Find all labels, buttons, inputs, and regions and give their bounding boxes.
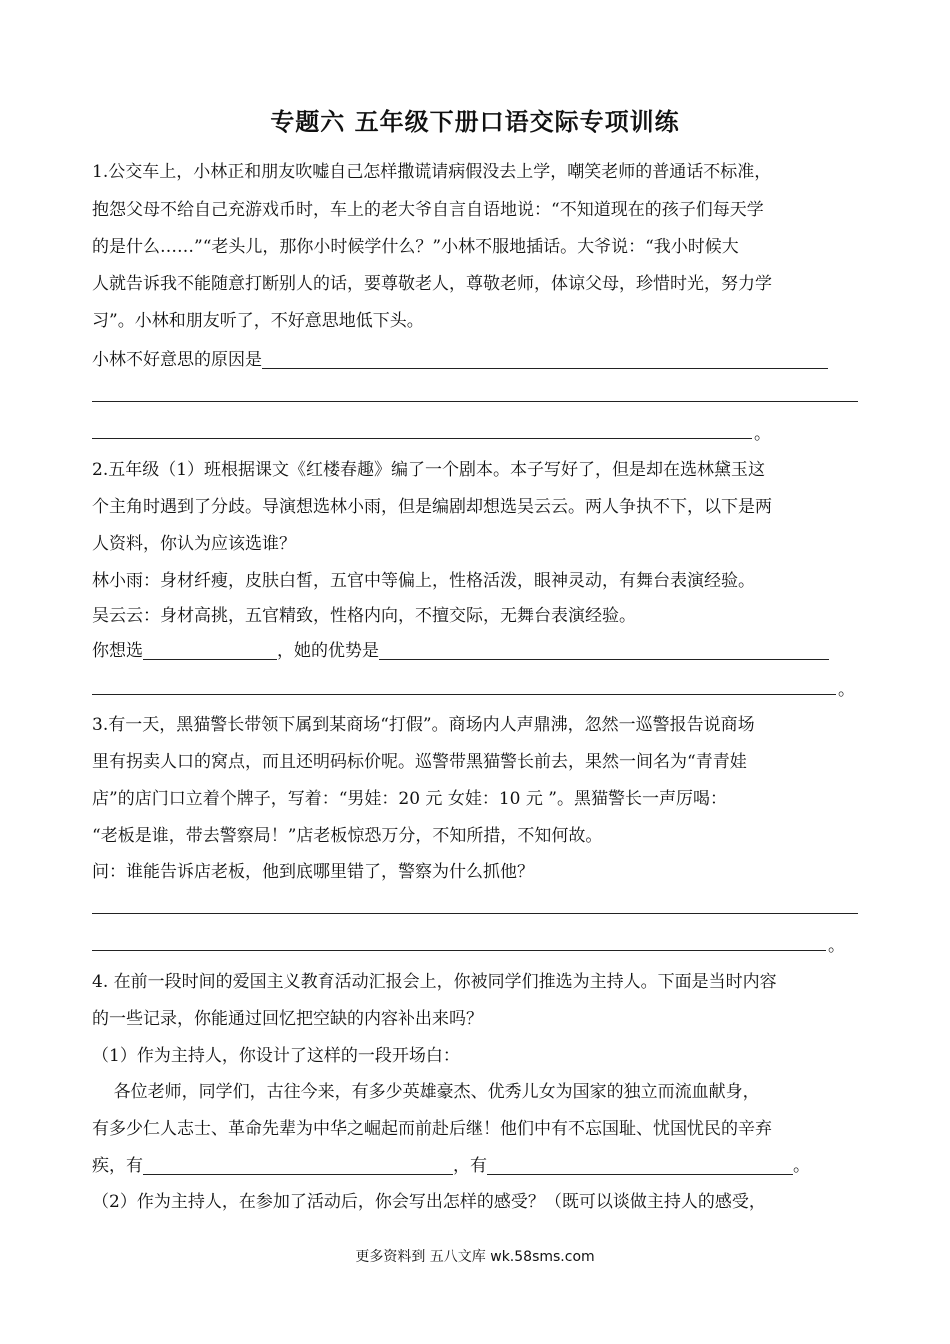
q1-period: 。 — [754, 424, 771, 444]
q4-fill-period: 。 — [793, 1156, 810, 1176]
q1-answer-blank-1[interactable] — [262, 350, 828, 369]
q1-answer-row — [92, 348, 862, 372]
q4-line-5: 有多少仁人志士、革命先辈为中华之崛起而前赴后继！他们中有不忘国耻、忧国忧民的辛弃 — [92, 1119, 772, 1139]
q3-line-4: “老板是谁，带去警察局！”店老板惊恐万分，不知所措，不知何故。 — [92, 826, 603, 846]
q2-answer-blank-2[interactable] — [92, 694, 836, 695]
q4-line-1: 4. 在前一段时间的爱国主义教育活动汇报会上，你被同学们推选为主持人。下面是当时内容 — [92, 972, 777, 992]
footer-link-text[interactable]: 更多资料到 五八文库 wk.58sms.com — [355, 1249, 595, 1265]
q4-fill-middle: ，有 — [453, 1156, 487, 1176]
q1-line-4: 人就告诉我不能随意打断别人的话，要尊敬老人，尊敬老师，体谅父母，珍惜时光，努力学 — [92, 274, 772, 294]
q1-answer-blank-3[interactable] — [92, 438, 752, 439]
q1-answer-blank-2[interactable] — [92, 401, 858, 402]
q3-answer-blank-1[interactable] — [92, 913, 858, 914]
q4-fill-blank-1[interactable] — [143, 1156, 453, 1175]
q1-line-2: 抱怨父母不给自己充游戏币时，车上的老大爷自言自语地说：“不知道现在的孩子们每天学 — [92, 200, 764, 220]
q2-line-5: 吴云云：身材高挑，五官精致，性格内向，不擅交际，无舞台表演经验。 — [92, 606, 636, 626]
q3-period: 。 — [828, 936, 845, 956]
q2-choice-blank[interactable] — [143, 641, 277, 660]
q3-line-3: 店”的店门口立着个牌子，写着：“男娃：20 元 女娃：10 元 ”。黑猫警长一声厉喝： — [92, 789, 727, 809]
q2-line-3: 人资料，你认为应该选谁？ — [92, 534, 296, 554]
q2-line-4: 林小雨：身材纤瘦，皮肤白皙，五官中等偏上，性格活泼，眼神灵动，有舞台表演经验。 — [92, 571, 755, 591]
q3-line-5: 问：谁能告诉店老板，他到底哪里错了，警察为什么抓他？ — [92, 862, 534, 882]
q2-prompt-advantage: ，她的优势是 — [277, 641, 379, 661]
q2-advantage-blank[interactable] — [379, 641, 829, 660]
q4-fill-blank-2[interactable] — [487, 1156, 793, 1175]
q4-fill-prefix: 疾，有 — [92, 1156, 143, 1176]
q3-answer-blank-2[interactable] — [92, 950, 826, 951]
q2-period: 。 — [838, 680, 855, 700]
q2-line-1: 2.五年级（1）班根据课文《红楼春趣》编了一个剧本。本子写好了，但是却在选林黛玉这 — [92, 460, 766, 480]
q1-line-1: 1.公交车上，小林正和朋友吹嘘自己怎样撒谎请病假没去上学，嘲笑老师的普通话不标准， — [92, 162, 772, 182]
q4-line-2: 的一些记录，你能通过回忆把空缺的内容补出来吗？ — [92, 1009, 483, 1029]
q2-answer-row — [92, 639, 862, 663]
q4-line-3: （1）作为主持人，你设计了这样的一段开场白： — [92, 1046, 460, 1066]
page-title: 专题六 五年级下册口语交际专项训练 — [270, 107, 680, 136]
q3-line-2: 里有拐卖人口的窝点，而且还明码标价呢。巡警带黑猫警长前去，果然一间名为“青青娃 — [92, 752, 747, 772]
q2-line-2: 个主角时遇到了分歧。导演想选林小雨，但是编剧却想选吴云云。两人争执不下，以下是两 — [92, 497, 772, 517]
q1-prompt: 小林不好意思的原因是 — [92, 350, 262, 370]
q3-line-1: 3.有一天，黑猫警长带领下属到某商场“打假”。商场内人声鼎沸，忽然一巡警报告说商场 — [92, 715, 755, 735]
q2-prompt-choice: 你想选 — [92, 641, 143, 661]
q1-line-3: 的是什么……”“老头儿，那你小时候学什么？”小林不服地插话。大爷说：“我小时候大 — [92, 237, 739, 257]
q4-line-4: 各位老师，同学们，古往今来，有多少英雄豪杰、优秀儿女为国家的独立而流血献身， — [92, 1082, 760, 1102]
q4-fill-row — [92, 1154, 862, 1178]
q4-part-2: （2）作为主持人，在参加了活动后，你会写出怎样的感受？（既可以谈做主持人的感受， — [92, 1192, 766, 1212]
q1-line-5: 习”。小林和朋友听了，不好意思地低下头。 — [92, 311, 424, 331]
